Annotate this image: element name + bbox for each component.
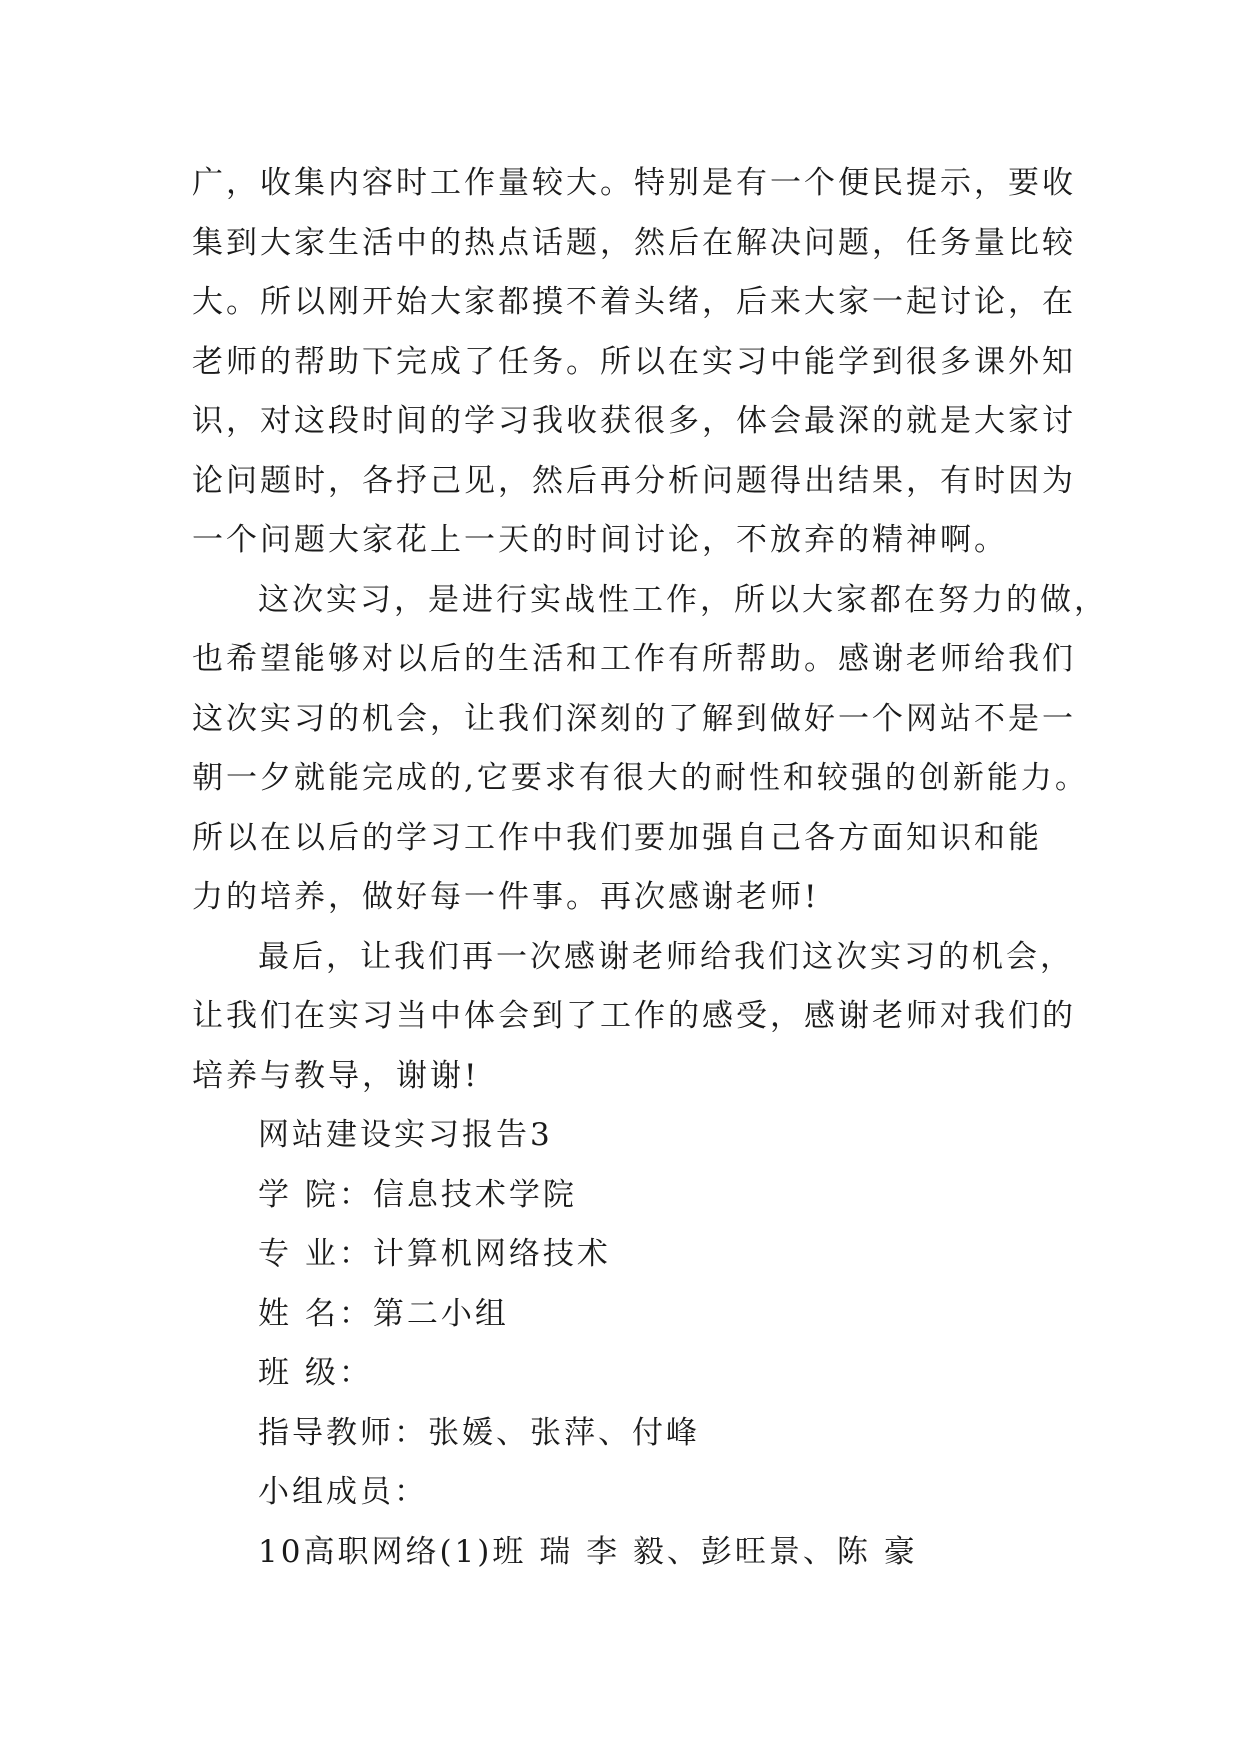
paragraph-2-line-1: 这次实习，是进行实战性工作，所以大家都在努力的做， bbox=[258, 582, 1108, 618]
info-advisors: 指导教师：张媛、张萍、付峰 bbox=[258, 1415, 700, 1451]
paragraph-2-line-2: 也希望能够对以后的生活和工作有所帮助。感谢老师给我们 bbox=[192, 641, 1076, 677]
info-major: 专 业：计算机网络技术 bbox=[258, 1236, 611, 1272]
paragraph-1-line-2: 集到大家生活中的热点话题，然后在解决问题，任务量比较 bbox=[192, 225, 1076, 261]
paragraph-1-line-3: 大。所以刚开始大家都摸不着头绪，后来大家一起讨论，在 bbox=[192, 284, 1076, 320]
info-members: 10高职网络(1)班 瑞 李 毅、彭旺景、陈 豪 bbox=[258, 1534, 918, 1570]
paragraph-3-line-1: 最后，让我们再一次感谢老师给我们这次实习的机会， bbox=[258, 939, 1074, 975]
paragraph-3-line-2: 让我们在实习当中体会到了工作的感受，感谢老师对我们的 bbox=[192, 998, 1076, 1034]
paragraph-1-line-1: 广，收集内容时工作量较大。特别是有一个便民提示，要收 bbox=[192, 165, 1076, 201]
paragraph-2-line-5: 所以在以后的学习工作中我们要加强自己各方面知识和能 bbox=[192, 820, 1042, 856]
info-college: 学 院：信息技术学院 bbox=[258, 1177, 577, 1213]
paragraph-1-line-6: 论问题时，各抒己见，然后再分析问题得出结果，有时因为 bbox=[192, 463, 1076, 499]
info-members-label: 小组成员： bbox=[258, 1474, 428, 1510]
report-title: 网站建设实习报告3 bbox=[258, 1117, 553, 1153]
paragraph-3-line-3: 培养与教导，谢谢! bbox=[192, 1058, 480, 1094]
info-class: 班 级： bbox=[258, 1355, 373, 1391]
paragraph-2-line-6: 力的培养，做好每一件事。再次感谢老师! bbox=[192, 879, 820, 915]
paragraph-2-line-4: 朝一夕就能完成的,它要求有很大的耐性和较强的创新能力。 bbox=[192, 760, 1089, 796]
paragraph-2-line-3: 这次实习的机会，让我们深刻的了解到做好一个网站不是一 bbox=[192, 701, 1076, 737]
paragraph-1-line-7: 一个问题大家花上一天的时间讨论，不放弃的精神啊。 bbox=[192, 522, 1008, 558]
paragraph-1-line-4: 老师的帮助下完成了任务。所以在实习中能学到很多课外知 bbox=[192, 344, 1076, 380]
info-name: 姓 名：第二小组 bbox=[258, 1296, 509, 1332]
paragraph-1-line-5: 识，对这段时间的学习我收获很多，体会最深的就是大家讨 bbox=[192, 403, 1076, 439]
